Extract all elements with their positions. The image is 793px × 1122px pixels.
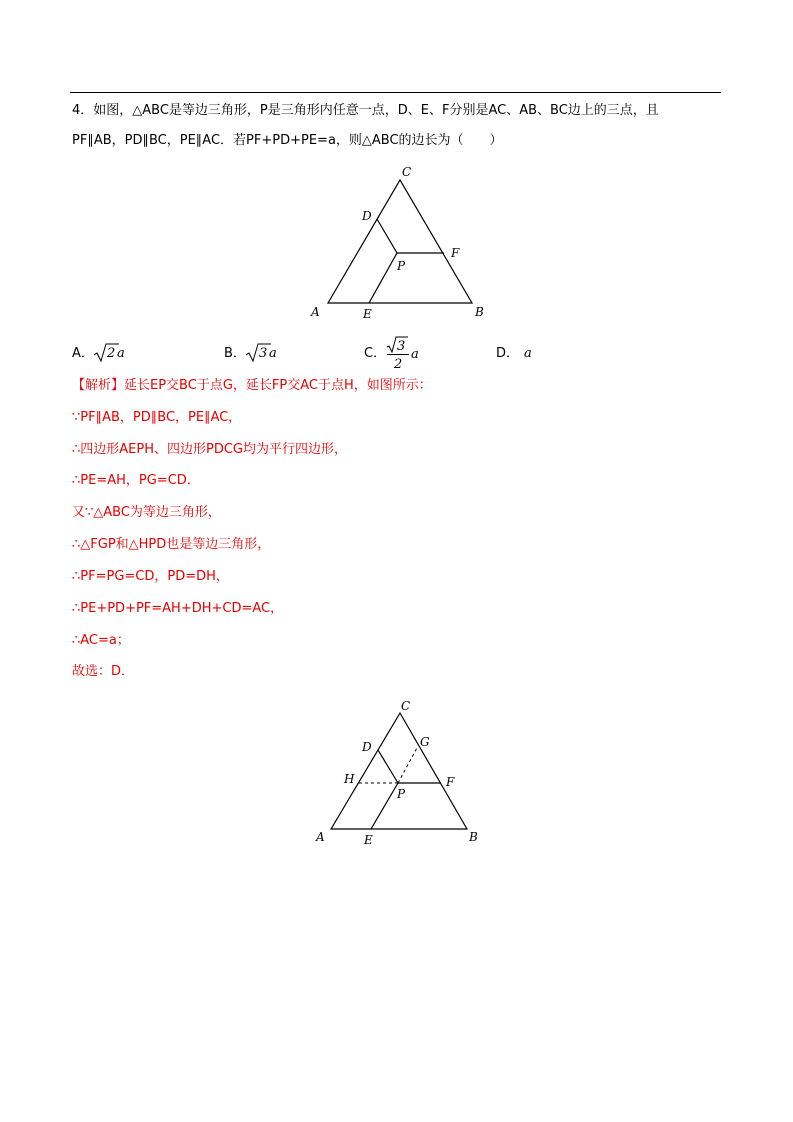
question-line-1: 4．如图，△ABC是等边三角形，P是三角形内任意一点，D、E、F分别是AC、AB、BC边上的三点，且 [72,103,659,118]
solution-line-9: ∴AC=a； [72,633,130,648]
label-b: B [475,305,484,319]
triangle-abc [328,180,472,303]
solution-line-5: 又∵△ABC为等边三角形， [72,505,221,520]
option-c-radicand: 3 [397,339,406,354]
segment-dp [377,219,397,253]
solution-line-6: ∴△FGP和△HPD也是等边三角形， [72,537,271,552]
label-a: A [316,830,325,844]
label-d: D [362,209,372,223]
label-p: P [397,259,406,273]
option-d-var: a [524,346,532,361]
label-d: D [362,740,372,754]
option-c-label: C． [364,346,387,361]
solution-line-8: ∴PE+PD+PF=AH+DH+CD=AC， [72,601,284,616]
solution-line-7: ∴PF=PG=CD，PD=DH， [72,569,229,584]
option-a-var: a [117,346,125,361]
label-g: G [420,735,430,749]
segment-pe [371,783,398,829]
solution-line-4: ∴PE=AH，PG=CD． [72,473,200,488]
label-b: B [469,830,478,844]
option-b-label: B． [224,346,246,361]
label-p: P [397,787,406,801]
option-a-radicand: 2 [107,346,116,361]
solution-line-1: 【解析】延长EP交BC于点G，延长FP交AC于点H，如图所示： [72,378,432,393]
option-a-math [92,336,152,372]
option-b-radicand: 3 [259,346,268,361]
label-f: F [451,246,460,260]
answer-options [72,336,632,372]
question-line-2: PF∥AB，PD∥BC，PE∥AC．若PF+PD+PE=a，则△ABC的边长为（ ） [72,133,503,148]
header-rule [70,92,721,93]
figure-triangle-2 [300,695,500,855]
option-a-label: A． [72,346,94,361]
label-e: E [363,307,372,321]
option-b-var: a [269,346,277,361]
option-d-label: D． [496,346,520,361]
label-a: A [311,305,320,319]
option-c-math [384,336,444,372]
option-d-math [516,336,556,372]
label-h: H [344,772,355,786]
triangle-abc [331,713,467,829]
figure-triangle-1 [300,160,500,325]
dashed-pg [398,746,418,783]
label-c: C [402,165,412,179]
segment-pe [369,253,397,303]
solution-line-2: ∵PF∥AB，PD∥BC，PE∥AC， [72,410,242,425]
label-c: C [401,699,411,713]
segment-dp [378,750,398,783]
option-b-math [244,336,304,372]
label-f: F [446,775,455,789]
option-c-var: a [411,347,419,362]
solution-line-10: 故选：D． [72,664,135,679]
label-e: E [364,833,373,847]
solution-line-3: ∴四边形AEPH、四边形PDCG均为平行四边形， [72,442,347,457]
option-c-denominator: 2 [394,357,403,372]
